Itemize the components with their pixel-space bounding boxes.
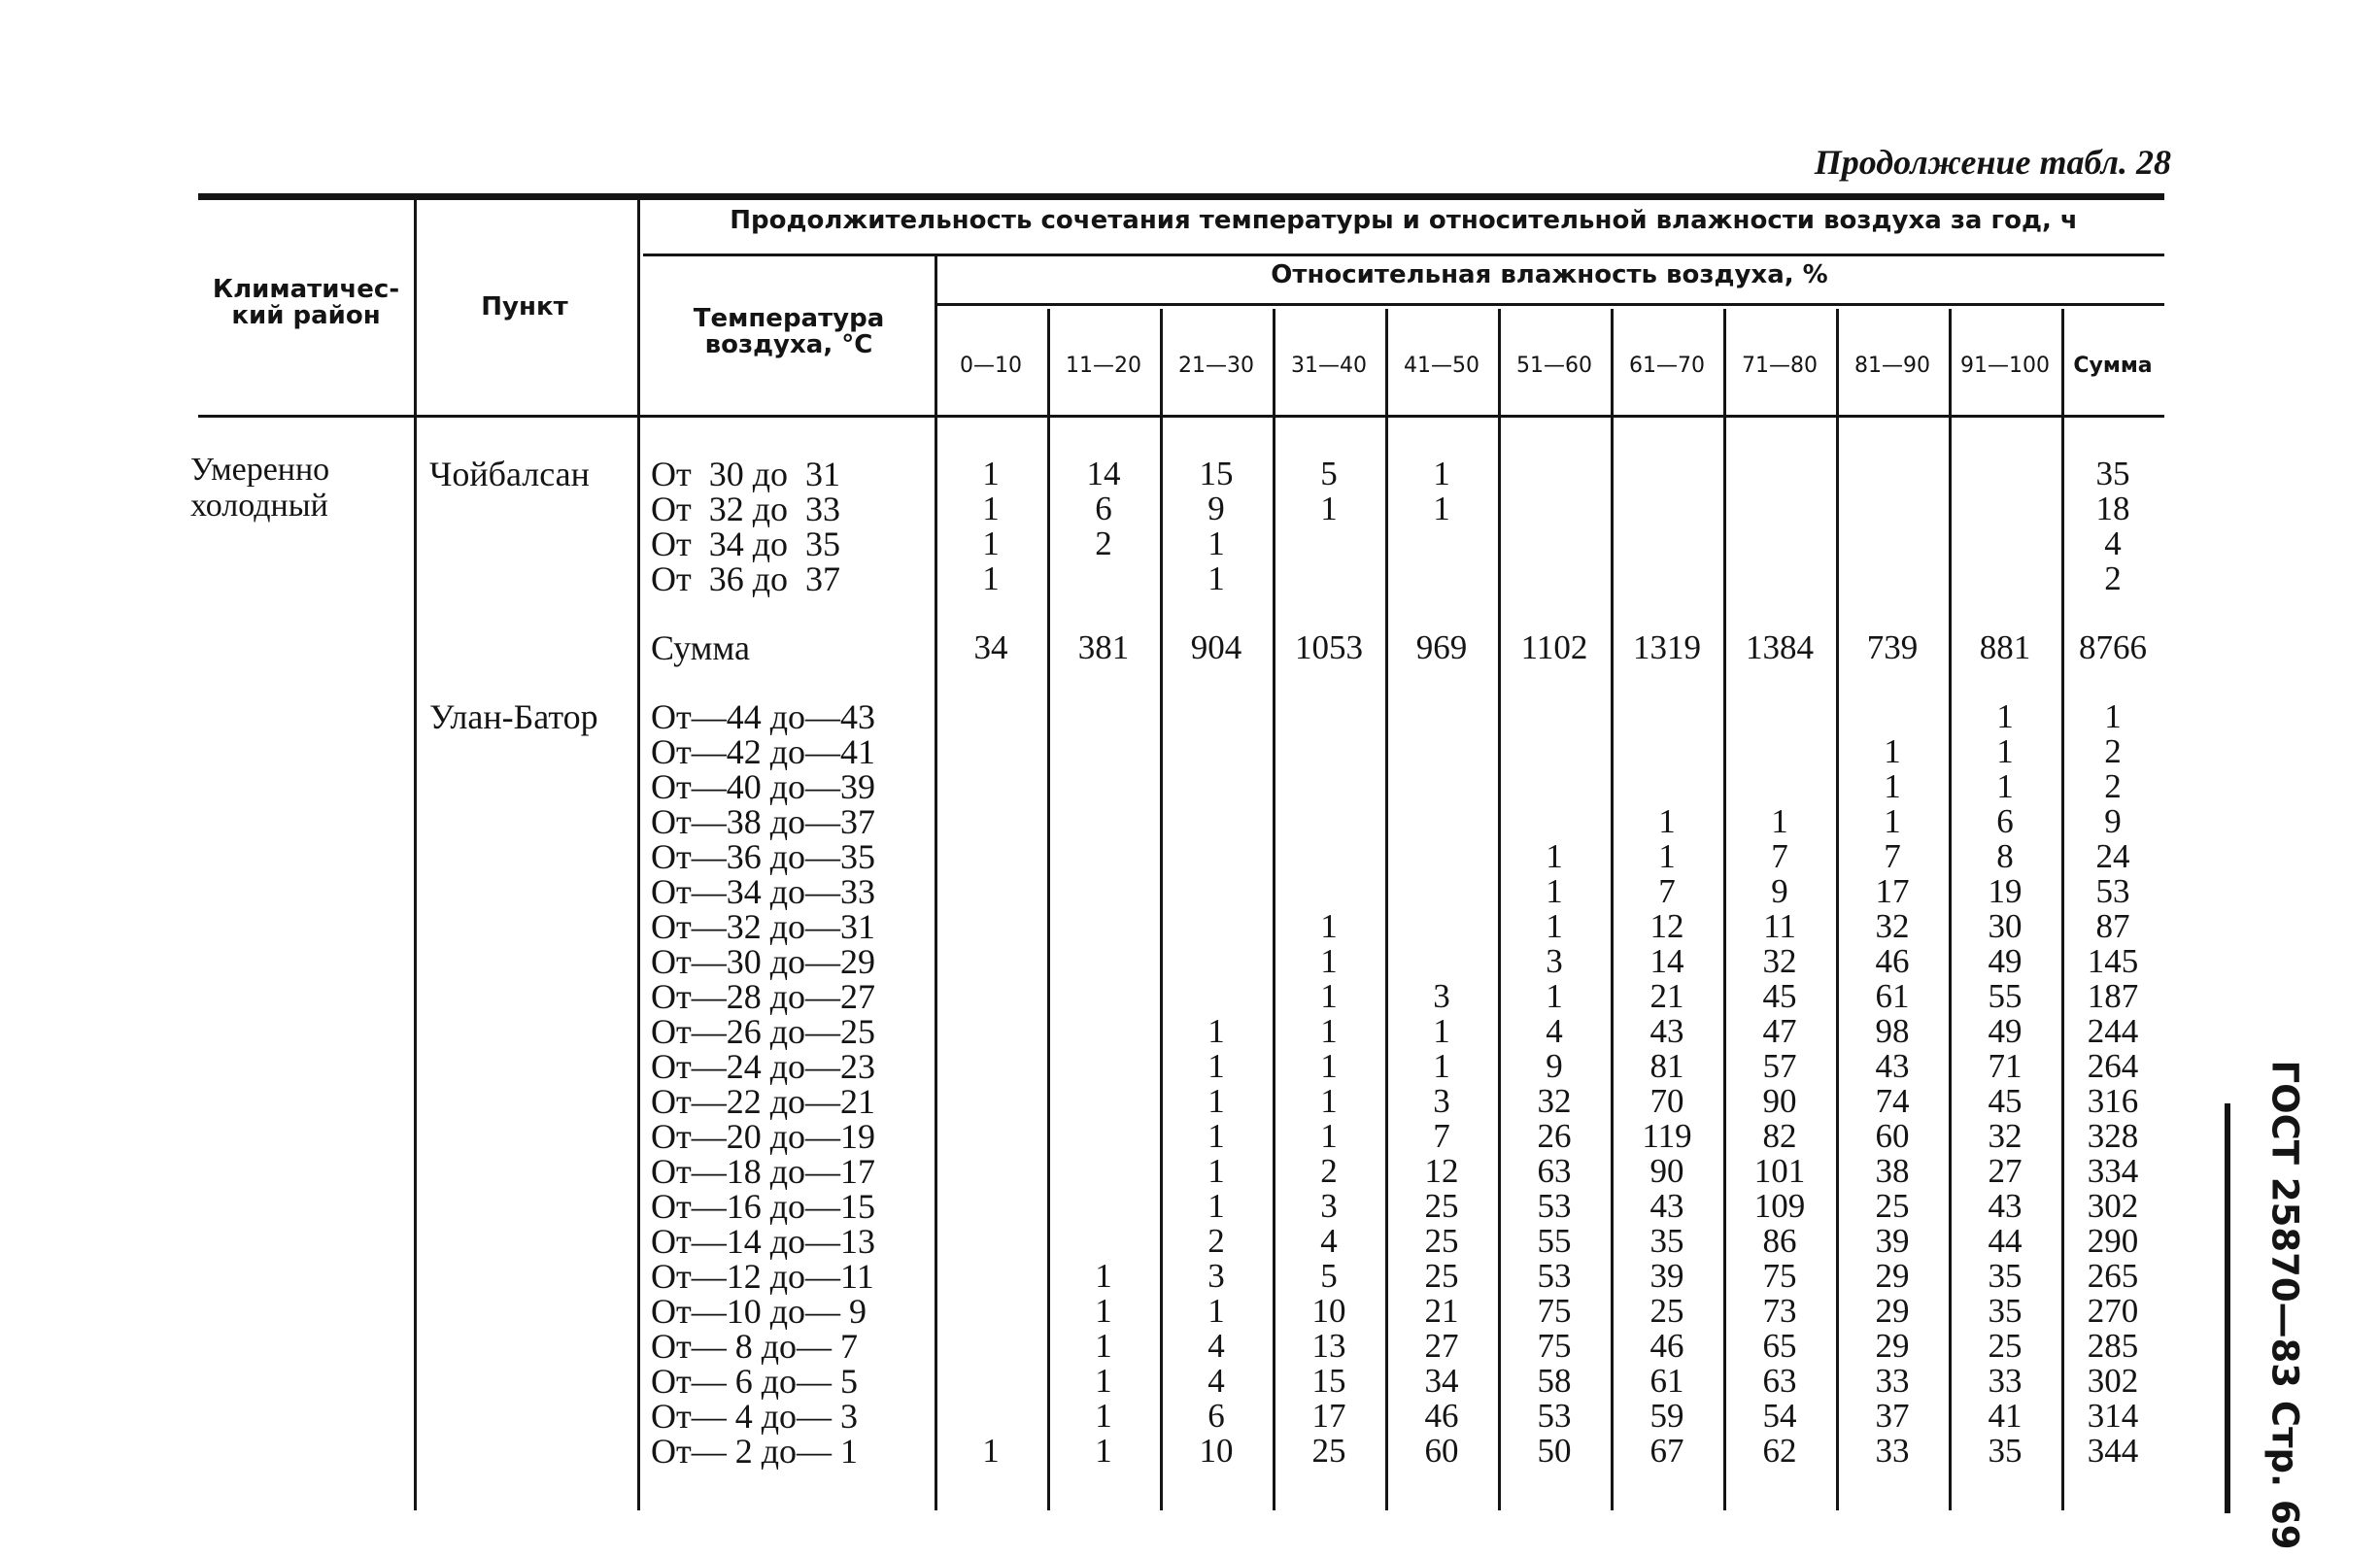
- temperature-range: От—20 до—19: [651, 1117, 876, 1156]
- table-cell: 35: [1988, 1292, 2023, 1330]
- temperature-range: От—38 до—37: [651, 802, 876, 841]
- vertical-rule: [1047, 309, 1050, 1510]
- station-name: Улан-Батор: [429, 697, 598, 736]
- total-cell: 1319: [1633, 628, 1701, 666]
- table-cell: 1: [982, 1432, 1000, 1470]
- column-header: 0—10: [960, 354, 1022, 378]
- table-cell: 3: [1320, 1187, 1338, 1225]
- table-cell: 6: [1207, 1397, 1225, 1435]
- table-cell: 3: [1433, 1082, 1450, 1120]
- table-cell: 2: [2104, 767, 2122, 805]
- table-cell: 35: [1988, 1257, 2023, 1295]
- table-cell: 2: [1095, 525, 1112, 562]
- header-temperature: Температура воздуха, °С: [693, 304, 885, 359]
- table-cell: 29: [1875, 1292, 1910, 1330]
- header-humidity: Относительная влажность воздуха, %: [1271, 260, 1828, 289]
- table-cell: 302: [2087, 1187, 2139, 1225]
- table-cell: 35: [1649, 1222, 1684, 1260]
- table-cell: 32: [1762, 942, 1797, 980]
- vertical-rule: [1836, 309, 1839, 1510]
- vertical-rule: [1949, 309, 1952, 1510]
- table-cell: 1: [1546, 977, 1563, 1015]
- table-cell: 21: [1649, 977, 1684, 1015]
- table-cell: 32: [1537, 1082, 1572, 1120]
- table-cell: 53: [1537, 1187, 1572, 1225]
- table-cell: 27: [1424, 1327, 1459, 1365]
- table-cell: 101: [1753, 1152, 1806, 1190]
- table-cell: 27: [1988, 1152, 2023, 1190]
- table-cell: 33: [1988, 1362, 2023, 1400]
- temperature-range: От 36 до 37: [651, 559, 841, 598]
- table-cell: 14: [1649, 942, 1684, 980]
- side-rule: [2225, 1103, 2230, 1513]
- table-cell: 41: [1988, 1397, 2023, 1435]
- temperature-range: От 30 до 31: [651, 455, 841, 493]
- table-cell: 75: [1762, 1257, 1797, 1295]
- table-cell: 61: [1649, 1362, 1684, 1400]
- table-cell: 25: [1424, 1222, 1459, 1260]
- table-cell: 55: [1537, 1222, 1572, 1260]
- column-header: 61—70: [1629, 354, 1705, 378]
- temperature-range: От—18 до—17: [651, 1152, 876, 1191]
- table-cell: 1: [1095, 1397, 1112, 1435]
- table-cell: 87: [2095, 907, 2130, 945]
- temperature-range: От—22 до—21: [651, 1082, 876, 1121]
- table-cell: 24: [2095, 837, 2130, 875]
- table-cell: 43: [1875, 1047, 1910, 1085]
- table-cell: 1: [1546, 837, 1563, 875]
- temperature-range: От 32 до 33: [651, 490, 841, 528]
- temperature-range: От—30 до—29: [651, 942, 876, 981]
- table-cell: 7: [1433, 1117, 1450, 1155]
- table-cell: 2: [2104, 559, 2122, 597]
- table-cell: 90: [1649, 1152, 1684, 1190]
- column-header: 91—100: [1960, 354, 2050, 378]
- table-cell: 11: [1763, 907, 1796, 945]
- table-cell: 1: [1884, 732, 1901, 770]
- temperature-range: От—36 до—35: [651, 837, 876, 876]
- column-header: 31—40: [1291, 354, 1367, 378]
- table-cell: 314: [2087, 1397, 2139, 1435]
- table-cell: 29: [1875, 1327, 1910, 1365]
- table-cell: 316: [2087, 1082, 2139, 1120]
- table-cell: 1: [1207, 1012, 1225, 1050]
- table-cell: 1: [1095, 1327, 1112, 1365]
- table-cell: 13: [1311, 1327, 1346, 1365]
- table-cell: 9: [1771, 872, 1788, 910]
- table-cell: 1: [1207, 525, 1225, 562]
- table-cell: 344: [2087, 1432, 2139, 1470]
- table-cell: 81: [1649, 1047, 1684, 1085]
- table-cell: 49: [1988, 942, 2023, 980]
- temperature-range: От—14 до—13: [651, 1222, 876, 1261]
- total-cell: 8766: [2079, 628, 2147, 666]
- table-cell: 1: [1433, 455, 1450, 492]
- table-cell: 46: [1649, 1327, 1684, 1365]
- temperature-range: От—42 до—41: [651, 732, 876, 771]
- table-cell: 1: [1320, 1047, 1338, 1085]
- header-rule-title: [643, 254, 2164, 256]
- table-cell: 10: [1311, 1292, 1346, 1330]
- temperature-range: От—26 до—25: [651, 1012, 876, 1051]
- total-cell: 381: [1077, 628, 1130, 666]
- column-header: 21—30: [1178, 354, 1254, 378]
- vertical-rule: [1160, 309, 1163, 1510]
- vertical-rule: [414, 199, 417, 1510]
- table-cell: 285: [2087, 1327, 2139, 1365]
- table-cell: 9: [1546, 1047, 1563, 1085]
- table-cell: 90: [1762, 1082, 1797, 1120]
- table-cell: 3: [1546, 942, 1563, 980]
- table-cell: 1: [982, 490, 1000, 527]
- table-cell: 1: [1546, 907, 1563, 945]
- table-cell: 1: [1996, 767, 2014, 805]
- table-cell: 1: [1095, 1362, 1112, 1400]
- table-cell: 43: [1649, 1012, 1684, 1050]
- table-cell: 1: [1207, 1187, 1225, 1225]
- table-cell: 109: [1753, 1187, 1806, 1225]
- table-cell: 25: [1424, 1187, 1459, 1225]
- table-cell: 59: [1649, 1397, 1684, 1435]
- table-cell: 290: [2087, 1222, 2139, 1260]
- table-cell: 45: [1988, 1082, 2023, 1120]
- table-cell: 1: [1433, 490, 1450, 527]
- header-place: Пункт: [481, 292, 568, 322]
- table-cell: 58: [1537, 1362, 1572, 1400]
- table-cell: 71: [1988, 1047, 2023, 1085]
- vertical-rule: [1723, 309, 1726, 1510]
- table-cell: 1: [1884, 802, 1901, 840]
- table-cell: 1: [1433, 1012, 1450, 1050]
- table-cell: 17: [1311, 1397, 1346, 1435]
- temperature-range: От—44 до—43: [651, 697, 876, 736]
- total-cell: 1053: [1295, 628, 1363, 666]
- side-label: [2246, 1060, 2324, 1549]
- table-cell: 19: [1988, 872, 2023, 910]
- temperature-range: От—34 до—33: [651, 872, 876, 911]
- temperature-range: От— 8 до— 7: [651, 1327, 859, 1366]
- table-cell: 39: [1875, 1222, 1910, 1260]
- table-cell: 119: [1642, 1117, 1692, 1155]
- table-cell: 38: [1875, 1152, 1910, 1190]
- table-cell: 4: [1207, 1327, 1225, 1365]
- total-cell: 904: [1190, 628, 1242, 666]
- vertical-rule: [1498, 309, 1501, 1510]
- temperature-range: От—16 до—15: [651, 1187, 876, 1226]
- table-cell: 9: [1207, 490, 1225, 527]
- table-cell: 33: [1875, 1432, 1910, 1470]
- table-cell: 18: [2095, 490, 2130, 527]
- vertical-rule: [1273, 309, 1275, 1510]
- table-cell: 1: [1996, 732, 2014, 770]
- table-cell: 57: [1762, 1047, 1797, 1085]
- table-cell: 1: [1433, 1047, 1450, 1085]
- table-cell: 15: [1199, 455, 1234, 492]
- table-cell: 50: [1537, 1432, 1572, 1470]
- table-cell: 270: [2087, 1292, 2139, 1330]
- table-cell: 43: [1988, 1187, 2023, 1225]
- table-cell: 15: [1311, 1362, 1346, 1400]
- vertical-rule: [2061, 309, 2064, 1510]
- table-cell: 21: [1424, 1292, 1459, 1330]
- table-cell: 4: [1320, 1222, 1338, 1260]
- temperature-range: От—28 до—27: [651, 977, 876, 1016]
- table-cell: 1: [1658, 802, 1676, 840]
- table-cell: 2: [1207, 1222, 1225, 1260]
- table-cell: 33: [1875, 1362, 1910, 1400]
- table-cell: 1: [1320, 1117, 1338, 1155]
- table-cell: 1: [1095, 1292, 1112, 1330]
- table-cell: 7: [1771, 837, 1788, 875]
- table-cell: 35: [2095, 455, 2130, 492]
- table-cell: 55: [1988, 977, 2023, 1015]
- table-cell: 328: [2087, 1117, 2139, 1155]
- total-label: Сумма: [651, 628, 750, 667]
- table-cell: 25: [1311, 1432, 1346, 1470]
- side-label-text: ГОСТ 25870—83 Стр. 69: [2263, 1060, 2306, 1549]
- table-cell: 70: [1649, 1082, 1684, 1120]
- table-cell: 12: [1649, 907, 1684, 945]
- table-cell: 43: [1649, 1187, 1684, 1225]
- table-cell: 98: [1875, 1012, 1910, 1050]
- table-cell: 9: [2104, 802, 2122, 840]
- total-cell: 739: [1866, 628, 1919, 666]
- vertical-rule: [637, 199, 640, 1510]
- table-cell: 46: [1875, 942, 1910, 980]
- column-header: 71—80: [1742, 354, 1818, 378]
- table-cell: 45: [1762, 977, 1797, 1015]
- table-cell: 54: [1762, 1397, 1797, 1435]
- continuation-title: Продолжение табл. 28: [1814, 143, 2171, 182]
- table-cell: 26: [1537, 1117, 1572, 1155]
- station-name: Чойбалсан: [429, 455, 590, 493]
- header-region: Климатичес- кий район: [212, 275, 400, 330]
- temperature-range: От—24 до—23: [651, 1047, 876, 1086]
- table-cell: 75: [1537, 1327, 1572, 1365]
- table-cell: 1: [1207, 1152, 1225, 1190]
- table-cell: 1: [1884, 767, 1901, 805]
- temperature-range: От—40 до—39: [651, 767, 876, 806]
- total-cell: 34: [973, 628, 1008, 666]
- table-cell: 145: [2087, 942, 2139, 980]
- table-cell: 1: [1320, 1082, 1338, 1120]
- temperature-range: От—12 до—11: [651, 1257, 874, 1296]
- vertical-rule: [935, 255, 937, 1510]
- temperature-range: От— 6 до— 5: [651, 1362, 859, 1401]
- table-cell: 35: [1988, 1432, 2023, 1470]
- table-cell: 265: [2087, 1257, 2139, 1295]
- table-cell: 17: [1875, 872, 1910, 910]
- table-cell: 34: [1424, 1362, 1459, 1400]
- table-cell: 4: [1546, 1012, 1563, 1050]
- table-cell: 1: [1320, 1012, 1338, 1050]
- table-cell: 1: [1207, 1117, 1225, 1155]
- table-cell: 1: [1546, 872, 1563, 910]
- table-cell: 1: [1207, 1292, 1225, 1330]
- column-header: 41—50: [1404, 354, 1479, 378]
- table-cell: 1: [1320, 942, 1338, 980]
- table-cell: 25: [1875, 1187, 1910, 1225]
- table-cell: 63: [1762, 1362, 1797, 1400]
- table-cell: 29: [1875, 1257, 1910, 1295]
- table-cell: 62: [1762, 1432, 1797, 1470]
- table-cell: 3: [1433, 977, 1450, 1015]
- table-cell: 1: [1095, 1257, 1112, 1295]
- table-cell: 1: [1320, 907, 1338, 945]
- table-cell: 302: [2087, 1362, 2139, 1400]
- table-cell: 37: [1875, 1397, 1910, 1435]
- table-cell: 25: [1424, 1257, 1459, 1295]
- table-cell: 1: [1207, 1047, 1225, 1085]
- table-cell: 334: [2087, 1152, 2139, 1190]
- table-cell: 244: [2087, 1012, 2139, 1050]
- table-top-rule: [198, 193, 2164, 200]
- table-cell: 264: [2087, 1047, 2139, 1085]
- table-cell: 32: [1875, 907, 1910, 945]
- table-cell: 60: [1875, 1117, 1910, 1155]
- column-header: 51—60: [1516, 354, 1592, 378]
- table-cell: 49: [1988, 1012, 2023, 1050]
- table-cell: 44: [1988, 1222, 2023, 1260]
- table-cell: 1: [1320, 977, 1338, 1015]
- table-cell: 2: [2104, 732, 2122, 770]
- table-cell: 39: [1649, 1257, 1684, 1295]
- table-cell: 3: [1207, 1257, 1225, 1295]
- table-cell: 53: [1537, 1257, 1572, 1295]
- table-cell: 30: [1988, 907, 2023, 945]
- table-cell: 65: [1762, 1327, 1797, 1365]
- total-cell: 1384: [1746, 628, 1814, 666]
- climate-region: Умеренно холодный: [190, 452, 330, 524]
- table-cell: 46: [1424, 1397, 1459, 1435]
- table-cell: 5: [1320, 455, 1338, 492]
- table-cell: 7: [1884, 837, 1901, 875]
- table-cell: 1: [1658, 837, 1676, 875]
- table-cell: 6: [1996, 802, 2014, 840]
- table-cell: 1: [1771, 802, 1788, 840]
- table-cell: 5: [1320, 1257, 1338, 1295]
- table-cell: 73: [1762, 1292, 1797, 1330]
- table-cell: 1: [1207, 559, 1225, 597]
- temperature-range: От— 4 до— 3: [651, 1397, 859, 1436]
- table-cell: 187: [2087, 977, 2139, 1015]
- table-cell: 4: [1207, 1362, 1225, 1400]
- column-header: 81—90: [1854, 354, 1930, 378]
- total-cell: 881: [1979, 628, 2031, 666]
- table-cell: 75: [1537, 1292, 1572, 1330]
- table-cell: 12: [1424, 1152, 1459, 1190]
- table-cell: 1: [1207, 1082, 1225, 1120]
- table-cell: 2: [1320, 1152, 1338, 1190]
- table-cell: 1: [982, 559, 1000, 597]
- vertical-rule: [1385, 309, 1388, 1510]
- table-cell: 7: [1658, 872, 1676, 910]
- table-cell: 67: [1649, 1432, 1684, 1470]
- table-cell: 74: [1875, 1082, 1910, 1120]
- table-cell: 1: [982, 525, 1000, 562]
- table-cell: 25: [1988, 1327, 2023, 1365]
- total-cell: 1102: [1520, 628, 1588, 666]
- table-cell: 14: [1086, 455, 1121, 492]
- temperature-range: От—10 до— 9: [651, 1292, 867, 1331]
- table-cell: 1: [1095, 1432, 1112, 1470]
- table-cell: 86: [1762, 1222, 1797, 1260]
- table-cell: 8: [1996, 837, 2014, 875]
- table-cell: 53: [1537, 1397, 1572, 1435]
- table-cell: 61: [1875, 977, 1910, 1015]
- table-cell: 4: [2104, 525, 2122, 562]
- temperature-range: От 34 до 35: [651, 525, 841, 563]
- table-cell: 6: [1095, 490, 1112, 527]
- table-cell: 32: [1988, 1117, 2023, 1155]
- column-header: Сумма: [2073, 354, 2153, 378]
- temperature-range: От— 2 до— 1: [651, 1432, 859, 1471]
- table-cell: 1: [2104, 697, 2122, 735]
- vertical-rule: [1611, 309, 1614, 1510]
- header-rule-humidity: [935, 303, 2164, 306]
- header-title: Продолжительность сочетания температуры и относительной влажности воздуха за год, ч: [730, 206, 2078, 235]
- total-cell: 969: [1415, 628, 1468, 666]
- table-cell: 82: [1762, 1117, 1797, 1155]
- table-cell: 25: [1649, 1292, 1684, 1330]
- header-bottom-rule: [198, 415, 2164, 418]
- table-cell: 10: [1199, 1432, 1234, 1470]
- temperature-range: От—32 до—31: [651, 907, 876, 946]
- table-cell: 53: [2095, 872, 2130, 910]
- table-cell: 60: [1424, 1432, 1459, 1470]
- table-cell: 1: [982, 455, 1000, 492]
- table-cell: 47: [1762, 1012, 1797, 1050]
- table-cell: 1: [1320, 490, 1338, 527]
- table-cell: 1: [1996, 697, 2014, 735]
- column-header: 11—20: [1066, 354, 1141, 378]
- table-cell: 63: [1537, 1152, 1572, 1190]
